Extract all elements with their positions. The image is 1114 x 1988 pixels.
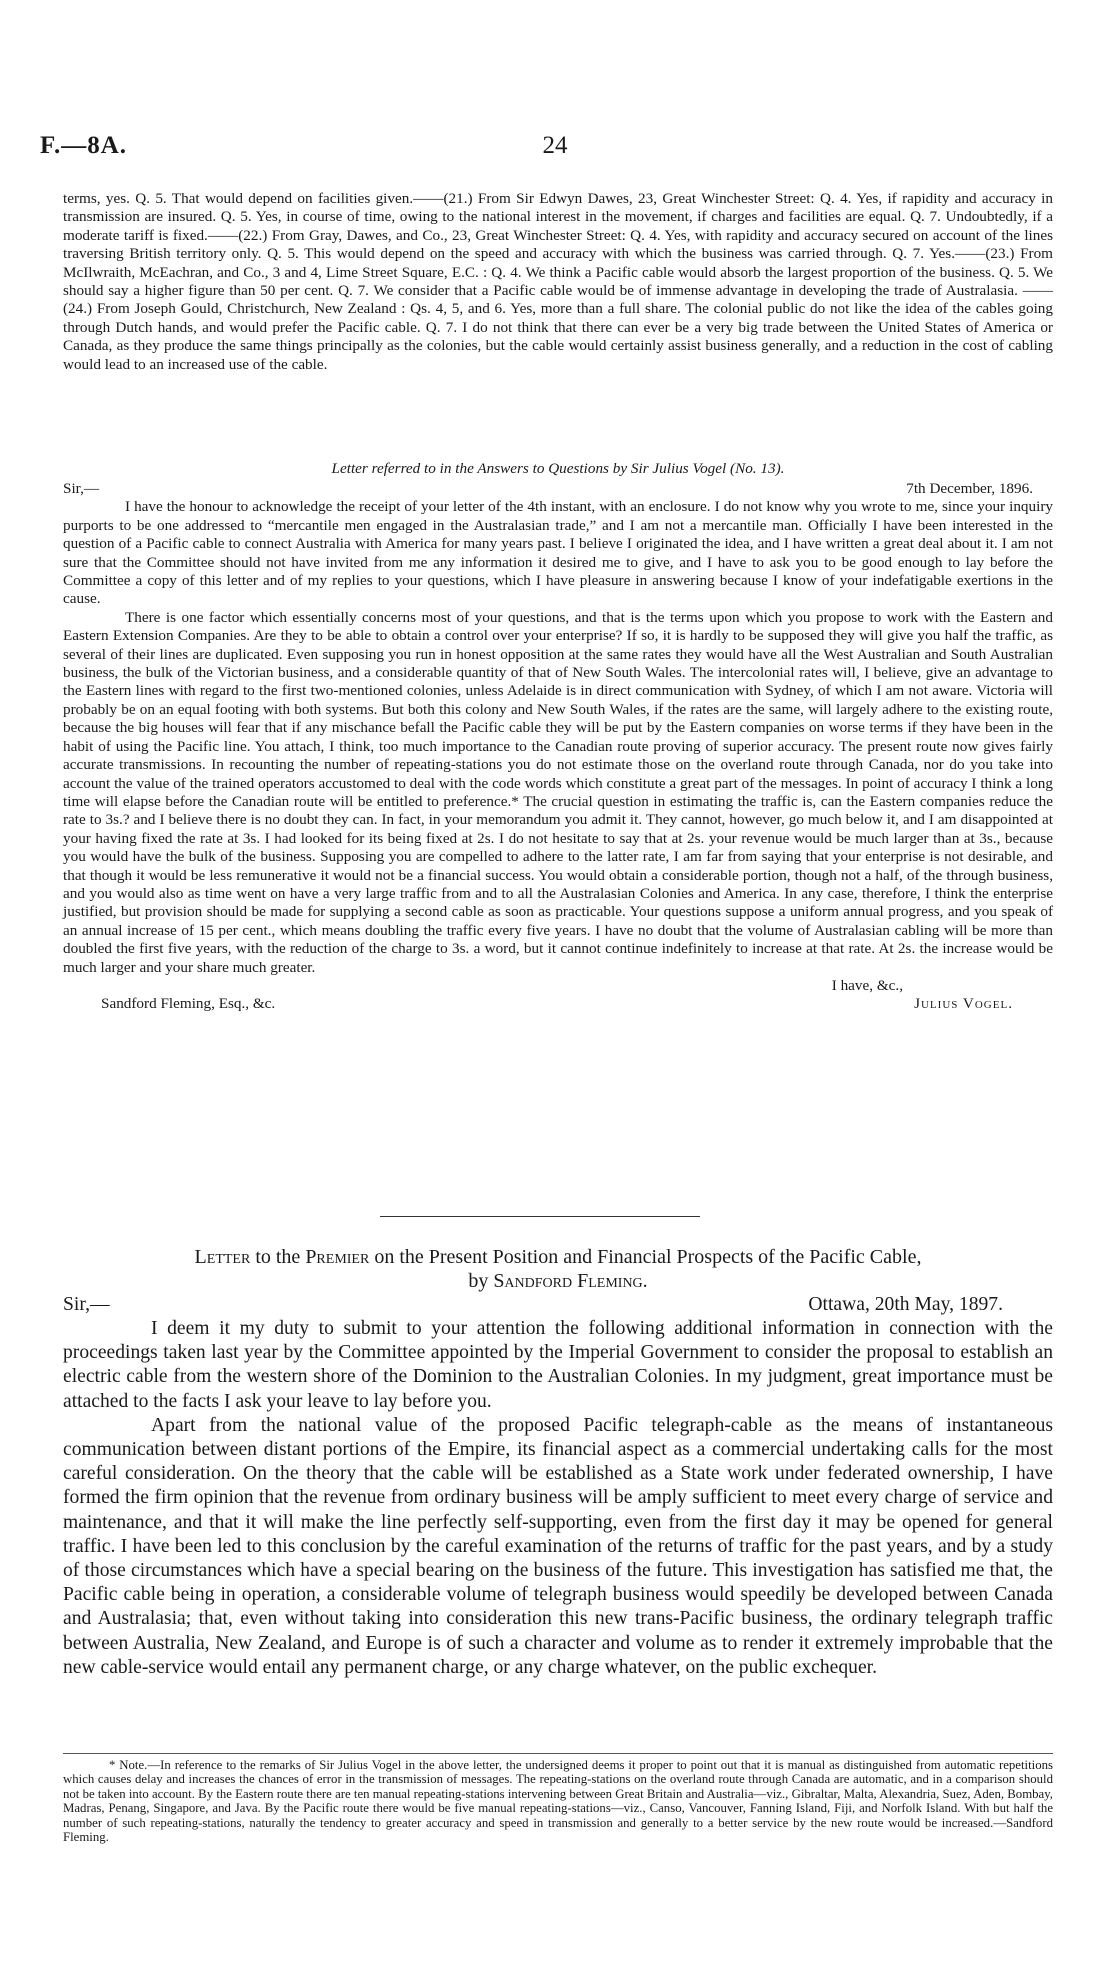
answers-paragraph: terms, yes. Q. 5. That would depend on facilities given.——(21.) From Sir Edwyn Dawes, 23, Great Winchester Street: Q. 4. Yes, if rapidity and accuracy in transmission are insured. Q. 5. Yes, in course of time, owing to the national interest in the movement, if charges and facilities are equal. Q. 7. Undoubtedly, if a moderate tariff is fixed.——(22.) From Gray, Dawes, and Co., 23, Great Winchester Street: Q. 4. Yes, with rapidity and accuracy secured on account of the lines traversing British territory only. Q. 5. This would depend on the speed and accuracy with which the business was carried through. Q. 7. Yes.——(23.) From McIlwraith, McEachran, and Co., 3 and 4, Lime Street Square, E.C. : Q. 4. We think a Pacific cable would absorb the largest proportion of the business. Q. 5. We should say a higher figure than 50 per cent. Q. 7. We consider that a Pacific cable would be of immense advantage in developing the trade of Australasia. ——(24.) From Joseph Gould, Christchurch, New Zealand : Qs. 4, 5, and 6. Yes, more than a full share. The colonial public do not like the idea of the cables going through Dutch hands, and would prefer the Pacific cable. Q. 7. I do not think that there can ever be a very big trade between the United States of America or Canada, as they produce the same things principally as the colonies, but the cable would certainly assist business generally, and a reduction in the cost of cabling would lead to an increased use of the cable. (63, 190, 1053, 373)
title-text-1: to the (250, 1246, 306, 1268)
vogel-signature: Julius Vogel. (914, 995, 1013, 1013)
vogel-paragraph-1: I have the honour to acknowledge the receipt of your letter of the 4th instant, with an enclosure. I do not know why you wrote to me, since your inquiry purports to be one addressed to “mercantile men engaged in the Australasian trade,” and I am not a mercantile man. Officially I have been interested in the question of a Pacific cable to connect Australia with America for many years past. I believe I originated the idea, and I have written a great deal about it. I am not sure that the Committee should not have invited from me any information it desired me to give, and I have to ask you to be good enough to lay before the Committee a copy of this letter and of my replies to your questions, which I have pleasure in answering because I know of your indefatigable exertions in the cause. (63, 498, 1053, 608)
title-word-letter: Letter (194, 1246, 251, 1268)
vogel-letter-date: 7th December, 1896. (906, 480, 1033, 498)
footnote-divider (63, 1753, 1053, 1754)
page-number: 24 (542, 132, 568, 159)
fleming-paragraph-1: I deem it my duty to submit to your attention the following additional information in connection with the proceedings taken last year by the Committee appointed by the Imperial Government to consider the proposal to establish an electric cable from the western shore of the Dominion to the Australian Colonies. In my judgment, great importance must be attached to the facts I ask your leave to lay before you. (63, 1318, 1053, 1412)
footnote-text: * Note.—In reference to the remarks of Sir Julius Vogel in the above letter, the undersigned deems it proper to point out that it is manual as distinguished from automatic repetitions which causes delay and increases the chances of error in the transmission of messages. The repeating-stations on the overland route through Canada are automatic, and in a comparison should not be taken into account. By the Eastern route there are ten manual repeating-stations intervening between Great Britain and Australia—viz., Gibraltar, Malta, Alexandria, Suez, Aden, Bombay, Madras, Penang, Singapore, and Java. By the Pacific route there would be five manual repeating-stations—viz., Canso, Vancouver, Fanning Island, Fiji, and Norfolk Island. With but half the number of such repeating-stations, naturally the tendency to greater accuracy and speed in transmission and generally to a better service by the new route would be increased.—Sandford Fleming. (63, 1758, 1053, 1845)
fleming-letter-date: Ottawa, 20th May, 1897. (808, 1294, 1003, 1315)
vogel-salutation: Sir,— (63, 480, 100, 498)
title-text-2: on the Present Position and Financial Prospects of the Pacific Cable, (369, 1246, 922, 1268)
footnote (63, 1758, 1053, 1844)
vogel-closing: I have, &c., (831, 976, 903, 994)
section-reference: F.—8A. (40, 132, 128, 159)
title-author: Sandford Fleming. (493, 1270, 648, 1292)
vogel-letter-salutation-row (63, 480, 1053, 498)
page-header (40, 132, 1070, 172)
title-by: by (468, 1270, 494, 1292)
vogel-addressee: Sandford Fleming, Esq., &c. (101, 995, 276, 1013)
vogel-signature-row (63, 995, 1053, 1013)
vogel-letter-heading: Letter referred to in the Answers to Questions by Sir Julius Vogel (No. 13). (331, 460, 785, 477)
title-word-premier: Premier (305, 1246, 370, 1268)
vogel-paragraph-2: There is one factor which essentially concerns most of your questions, and that is the terms upon which you propose to work with the Eastern and Eastern Extension Companies. Are they to be able to obtain a control over your enterprise? If so, it is hardly to be supposed they will give you half the traffic, as several of their lines are duplicated. Even supposing you run in honest opposition at the same rates they would have all the West Australian and South Australian business, the bulk of the Victorian business, and a considerable quantity of that of New South Wales. The intercolonial rates will, I believe, give an advantage to the Eastern lines with regard to the first two-mentioned colonies, unless Adelaide is in direct communication with Sydney, of which I am not aware. Victoria will probably be on an equal footing with both systems. But both this colony and New South Wales, if the rates are the same, will largely adhere to the existing route, because the big houses will fear that if any mischance befall the Pacific cable they will be put by the Eastern companies on worse terms if they have been in the habit of using the Pacific line. You attach, I think, too much importance to the Canadian route proving of superior accuracy. The present route now gives fairly accurate transmissions. In recounting the number of repeating-stations you do not estimate those on the overland route through Canada, nor do you take into account the value of the trained operators accustomed to deal with the code words which constitute a great part of the messages. In point of accuracy I think a long time will elapse before the Canadian route will be entitled to preference.* The crucial question in estimating the traffic is, can the Eastern companies reduce the rate to 3s.? and I believe there is no doubt they can. In fact, in your memorandum you admit it. They cannot, however, go much below it, and I am disappointed at your having fixed the rate at 3s. I had looked for its being fixed at 2s. I do not hesitate to say that at 2s. your revenue would be much larger than at 3s., because you would have the bulk of the business. Supposing you are compelled to adhere to the latter rate, I am far from saying that your enterprise is not desirable, and that though it would be less remunerative it would not be a financial success. You would obtain a considerable portion, though not a half, of the through business, and you would also as time went on have a very large traffic from and to all the Australasian Colonies and America. In any case, therefore, I think the enterprise justified, but provision should be made for supplying a second cable as soon as practicable. Your questions suppose a uniform annual progress, and you speak of an annual increase of 15 per cent., which means doubling the traffic every five years. I have no doubt that the volume of Australasian cabling will be more than doubled the first five years, with the reduction of the charge to 3s. a word, but it cannot continue indefinitely to increase at that rate. At 2s. the increase would be much larger and your share much greater. (63, 608, 1053, 976)
answers-block (63, 190, 1053, 374)
fleming-salutation-row (63, 1293, 1053, 1317)
section-divider (380, 1216, 700, 1217)
fleming-salutation: Sir,— (63, 1294, 110, 1315)
fleming-letter-title (63, 1245, 1053, 1293)
fleming-letter (63, 1245, 1053, 1680)
fleming-paragraph-2: Apart from the national value of the proposed Pacific telegraph-cable as the means of instantaneous communication between distant portions of the Empire, its financial aspect as a commercial undertaking calls for the most careful consideration. On the theory that the cable will be established as a State work under federated ownership, I have formed the firm opinion that the revenue from ordinary business will be amply sufficient to meet every charge of service and maintenance, and that it will make the line perfectly self-supporting, even from the first day it may be opened for general traffic. I have been led to this conclusion by the careful examination of the returns of traffic for the past years, and by a study of those circumstances which have a special bearing on the business of the future. This investigation has satisfied me that, the Pacific cable being in operation, a considerable volume of telegraph business would speedily be developed between Canada and Australasia; that, even without taking into consideration this new trans-Pacific business, the ordinary telegraph traffic between Australia, New Zealand, and Europe is of such a character and volume as to render it extremely improbable that the new cable-service would entail any permanent charge, or any charge whatever, on the public exchequer. (63, 1414, 1053, 1678)
vogel-letter (63, 456, 1053, 1013)
